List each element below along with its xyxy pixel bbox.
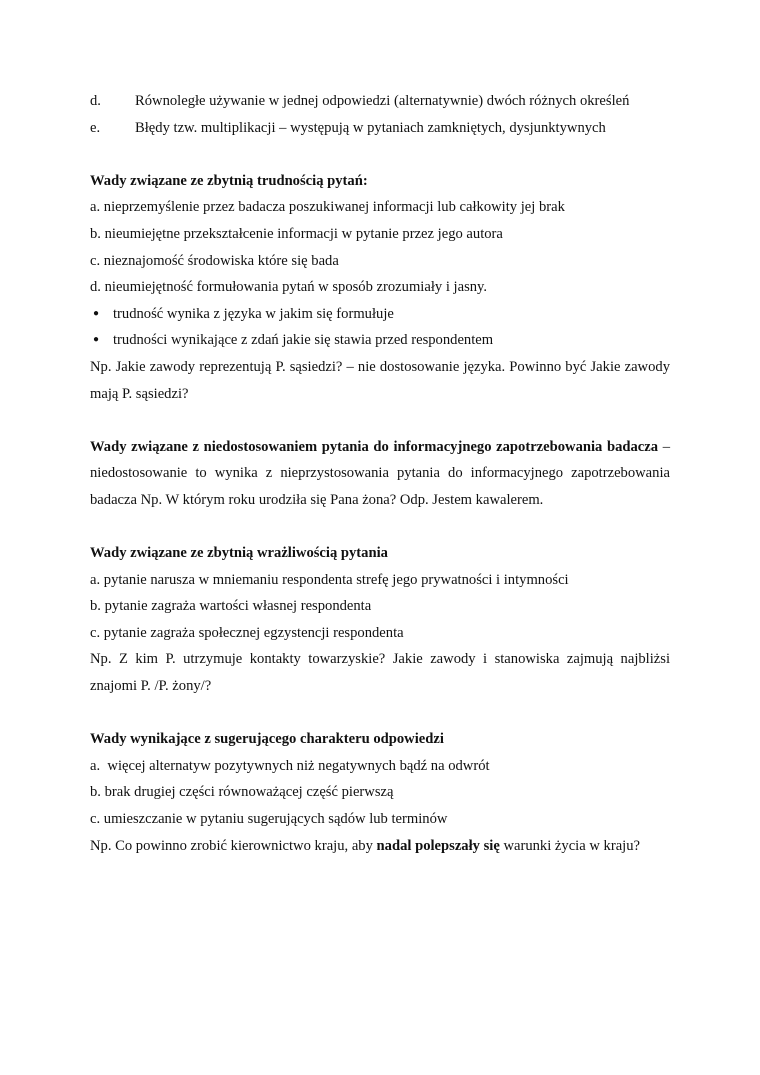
- list-item: a. więcej alternatyw pozytywnych niż negatywnych bądź na odwrót: [90, 757, 490, 774]
- section-paragraph-mismatch: [90, 434, 670, 514]
- list-item: c. nieznajomość środowiska które się bada: [90, 252, 339, 269]
- list-item: d. nieumiejętność formułowania pytań w sposób zrozumiały i jasny.: [90, 279, 488, 296]
- example-paragraph: Np. Jakie zawody reprezentują P. sąsiedzi? – nie dostosowanie języka. Powinno być Jakie zawody mają P. sąsiedzi?: [90, 358, 670, 402]
- section-heading-suggestive: Wady wynikające z sugerującego charakteru odpowiedzi: [90, 731, 444, 748]
- section-body-text: – niedostosowanie to wynika z nieprzystosowania pytania do informacyjnego zapotrzebowania badacza Np. W którym roku urodziła się Pana żona? Odp. Jestem kawalerem.: [90, 438, 670, 508]
- section-heading-sensitivity: Wady związane ze zbytnią wrażliwością pytania: [90, 545, 388, 562]
- list-item: a. nieprzemyślenie przez badacza poszukiwanej informacji lub całkowity jej brak: [90, 199, 565, 216]
- list-item-d: [90, 88, 670, 115]
- bullet-dot-icon: ●: [93, 334, 100, 346]
- list-item-e: [90, 115, 670, 142]
- list-item: b. pytanie zagraża wartości własnej respondenta: [90, 598, 372, 615]
- bullet-text: trudności wynikające z zdań jakie się stawia przed respondentem: [113, 332, 494, 349]
- example-emphasis: nadal polepszały się: [376, 837, 500, 854]
- section-heading-difficulty: Wady związane ze zbytnią trudnością pytań:: [90, 172, 368, 189]
- example-paragraph: [90, 833, 670, 860]
- bullet-text: trudność wynika z języka w jakim się formułuje: [113, 305, 394, 322]
- list-text: Równoległe używanie w jednej odpowiedzi (alternatywnie) dwóch różnych określeń: [135, 93, 630, 109]
- example-paragraph: Np. Z kim P. utrzymuje kontakty towarzyskie? Jakie zawody i stanowiska zajmują najbliżsi znajomi P. /P. żony/?: [90, 651, 670, 695]
- list-item: c. umieszczanie w pytaniu sugerujących sądów lub terminów: [90, 811, 448, 828]
- list-item: b. brak drugiej części równoważącej część pierwszą: [90, 784, 394, 801]
- document-page: [90, 88, 670, 859]
- bullet-item: [90, 327, 670, 354]
- list-letter: d.: [90, 93, 101, 109]
- list-item: a. pytanie narusza w mniemaniu respondenta strefę jego prywatności i intymności: [90, 571, 569, 588]
- list-item: b. nieumiejętne przekształcenie informacji w pytanie przez jego autora: [90, 225, 503, 242]
- bullet-item: [90, 301, 670, 328]
- list-letter: e.: [90, 119, 101, 136]
- list-text: Błędy tzw. multiplikacji – występują w pytaniach zamkniętych, dysjunktywnych: [135, 119, 606, 136]
- list-item: c. pytanie zagraża społecznej egzystencji respondenta: [90, 624, 404, 641]
- example-text: warunki życia w kraju?: [499, 837, 641, 854]
- section-heading-mismatch: Wady związane z niedostosowaniem pytania do informacyjnego zapotrzebowania badacza: [90, 438, 659, 455]
- bullet-dot-icon: ●: [93, 307, 100, 319]
- example-text: Np. Co powinno zrobić kierownictwo kraju, aby: [90, 837, 377, 854]
